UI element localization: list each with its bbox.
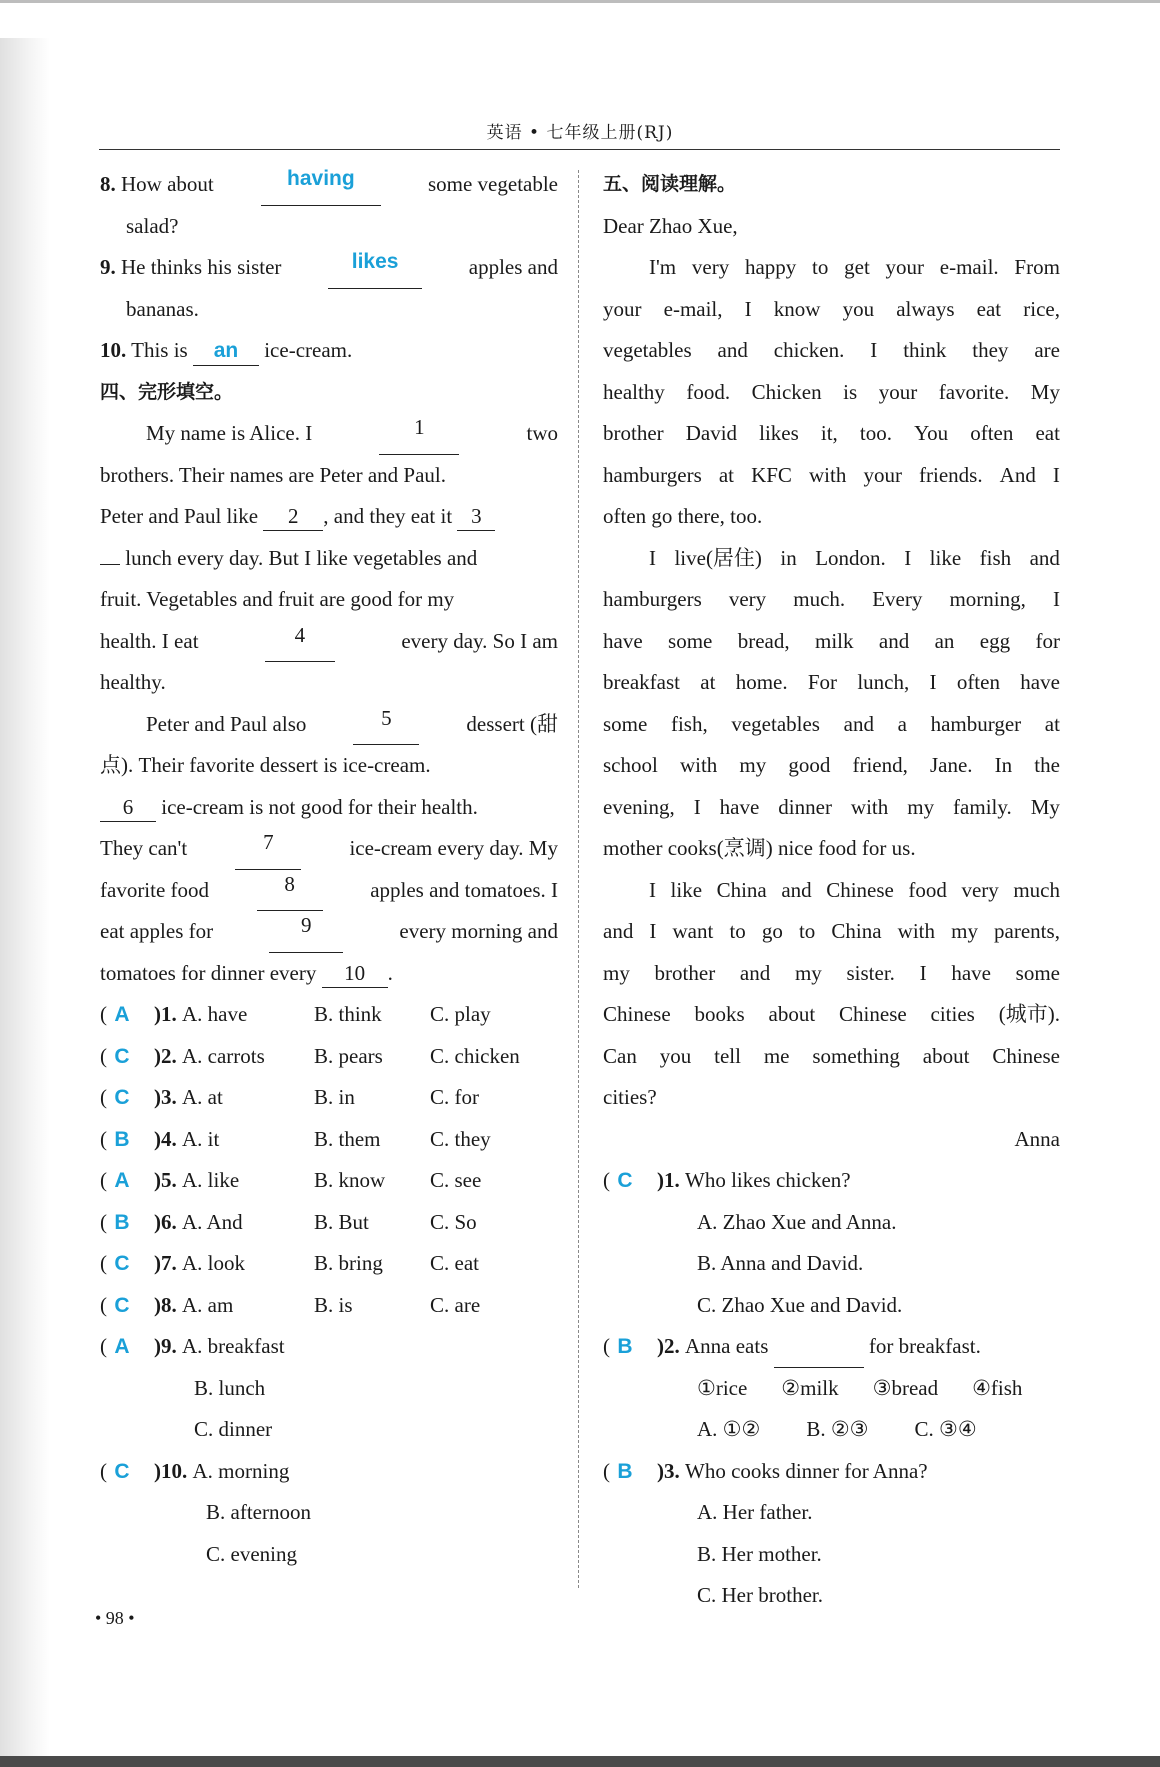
choice-row-9: ( A )9. A. breakfast: [100, 1334, 285, 1358]
letter-line: hamburgers at KFC with your friends. And I: [603, 462, 1060, 487]
letter-body: [603, 247, 1060, 1119]
reading-question-3: ( B )3. Who cooks dinner for Anna?: [603, 1458, 928, 1483]
letter-line: I'm very happy to get your e-mail. From: [649, 255, 1060, 279]
right-column: 五、阅读理解。 Dear Zhao Xue, I'm very happy to get your e-mail. From your e-mail, I know you always eat rice, vegetables and chicken. I think they are healthy food. Chicken is your favorite. My brother David likes it, too. You often eat hamburgers at KFC with your friends. And I often go there, too. I live(居住) in London. I like fish and hamburgers very much. Every morning, I have some bread, milk and an egg for breakfast at home. For lunch, I often have some fish, vegetables and a hamburger at school with my good friend, Jane. In the evening, I have dinner with my family. My mother cooks(烹调) nice food for us. I like China and Chinese food very much and I want to go to China with my parents, my brother and my sister. I have some Chinese books about Chinese cities (城市). Can you tell me something about Chinese cities? Anna ( C )1. Who likes chicken? A. Zhao Xue and Anna. B. Anna and David. C. Zhao Xue and David. ( B )2. Anna eats for breakfast. ①rice ②milk ③bread ④fish A. ①② B. ②③ C. ③④ ( B )3. Who cooks dinner for Anna? A. Her father. B. Her mother. C. Her brother.: [603, 164, 1060, 1617]
reading-question-2: ( B )2. Anna eats for breakfast.: [603, 1326, 1060, 1368]
answer-blank: an: [193, 336, 259, 366]
page-shadow: [0, 38, 50, 1758]
letter-line: Chinese books about Chinese cities (城市).: [603, 1002, 1060, 1026]
passage-line: My name is Alice. I 1 two: [100, 413, 558, 455]
column-divider: [578, 170, 579, 1588]
passage-line: eat apples for 9 every morning and: [100, 911, 558, 953]
letter-line: mother cooks(烹调) nice food for us.: [603, 836, 916, 860]
letter-line: cities?: [603, 1085, 657, 1109]
letter-line: and I want to go to China with my parents,: [603, 919, 1060, 943]
question-9: 9. He thinks his sister likes apples and: [100, 247, 558, 289]
choice-row-1: ( A )1. A. have B. think C. play: [100, 1002, 491, 1026]
left-column: 8. How about having some vegetable salad? 9. He thinks his sister likes apples and bananas. 10. This is an ice-cream. 四、完形填空。 My name is Alice. I 1 two brothers. Their names are Peter and Paul. Peter and Paul like 2 , and they eat it 3 lunch every day. But I like vegetables and fruit. Vegetables and fruit are good for my health. I eat 4 every day. So I am healthy. Peter and Paul also 5 dessert (甜 点). Their favorite dessert is ice-cream. 6 ice-cream is not good for their health. They can't 7 ice-cream every day. My favorite food 8 apples and tomatoes. I eat apples for 9 every morning and tomatoes for dinner every 10 . ( A )1. A. have B. think C. play ( C )2. A. carrots B. pears C. chicken ( C )3. A. at B. in C. for ( B )4. A. it B. them C. they ( A )5. A. like B. know C. see ( B )6. A. And B. But C. So ( C )7. A. look B. bring C. eat ( C )8. A. am B. is C. are ( A )9. A. breakfast B. lunch C. dinner ( C )10. A. morning B. afternoon C. evening: [100, 164, 558, 1575]
letter-line: brother David likes it, too. You often eat: [603, 421, 1060, 445]
letter-line: some fish, vegetables and a hamburger at: [603, 711, 1060, 736]
letter-line: evening, I have dinner with my family. My: [603, 794, 1060, 819]
section-title: 四、完形填空。: [100, 380, 234, 403]
letter-line: Can you tell me something about Chinese: [603, 1043, 1060, 1068]
passage-line: tomatoes for dinner every 10 .: [100, 953, 558, 995]
header-rule: [99, 149, 1060, 150]
choice-row-5: ( A )5. A. like B. know C. see: [100, 1168, 482, 1192]
choice-row-4: ( B )4. A. it B. them C. they: [100, 1126, 491, 1151]
salutation: Dear Zhao Xue,: [603, 213, 738, 238]
answer-blank: having: [261, 164, 381, 206]
signature: Anna: [1014, 1126, 1060, 1151]
letter-line: often go there, too.: [603, 504, 763, 528]
letter-line: I like China and Chinese food very much: [649, 877, 1060, 902]
page-number: • 98 •: [95, 1608, 135, 1628]
letter-line: breakfast at home. For lunch, I often have: [603, 670, 1060, 694]
bottom-edge: [0, 1756, 1160, 1767]
choice-row-7: ( C )7. A. look B. bring C. eat: [100, 1251, 479, 1275]
passage-line: 6 ice-cream is not good for their health.: [100, 787, 558, 829]
section-title: 五、阅读理解。: [603, 173, 737, 195]
question-8: 8. How about having some vegetable: [100, 164, 558, 206]
letter-line: school with my good friend, Jane. In the: [603, 753, 1060, 777]
page-header: 英语 • 七年级上册(RJ): [486, 123, 674, 143]
choice-row-8: ( C )8. A. am B. is C. are: [100, 1292, 481, 1317]
passage-line: Peter and Paul like 2 , and they eat it 3: [100, 496, 558, 538]
passage-line: health. I eat 4 every day. So I am: [100, 621, 558, 663]
letter-line: hamburgers very much. Every morning, I: [603, 587, 1060, 611]
letter-line: my brother and my sister. I have some: [603, 960, 1060, 985]
passage-line: They can't 7 ice-cream every day. My: [100, 828, 558, 870]
option-list: A. ①② B. ②③ C. ③④: [697, 1417, 977, 1441]
letter-line: I live(居住) in London. I like fish and: [649, 545, 1060, 570]
letter-line: your e-mail, I know you always eat rice,: [603, 296, 1060, 321]
answer-blank: likes: [328, 247, 422, 289]
passage-line: Peter and Paul also 5 dessert (甜: [100, 704, 558, 746]
passage-line: lunch every day. But I like vegetables and: [100, 538, 558, 580]
item-list: ①rice ②milk ③bread ④fish: [697, 1375, 1023, 1400]
choice-list: [100, 994, 558, 1326]
choice-row-6: ( B )6. A. And B. But C. So: [100, 1209, 477, 1234]
question-10: 10. This is an ice-cream.: [100, 330, 558, 372]
choice-row-2: ( C )2. A. carrots B. pears C. chicken: [100, 1043, 520, 1068]
choice-row-3: ( C )3. A. at B. in C. for: [100, 1085, 479, 1109]
reading-question-1: ( C )1. Who likes chicken?: [603, 1168, 851, 1192]
letter-line: healthy food. Chicken is your favorite. My: [603, 379, 1060, 404]
top-edge: [0, 0, 1160, 3]
letter-line: vegetables and chicken. I think they are: [603, 338, 1060, 362]
passage-line: favorite food 8 apples and tomatoes. I: [100, 870, 558, 912]
letter-line: have some bread, milk and an egg for: [603, 628, 1060, 653]
choice-row-10: ( C )10. A. morning: [100, 1458, 290, 1483]
